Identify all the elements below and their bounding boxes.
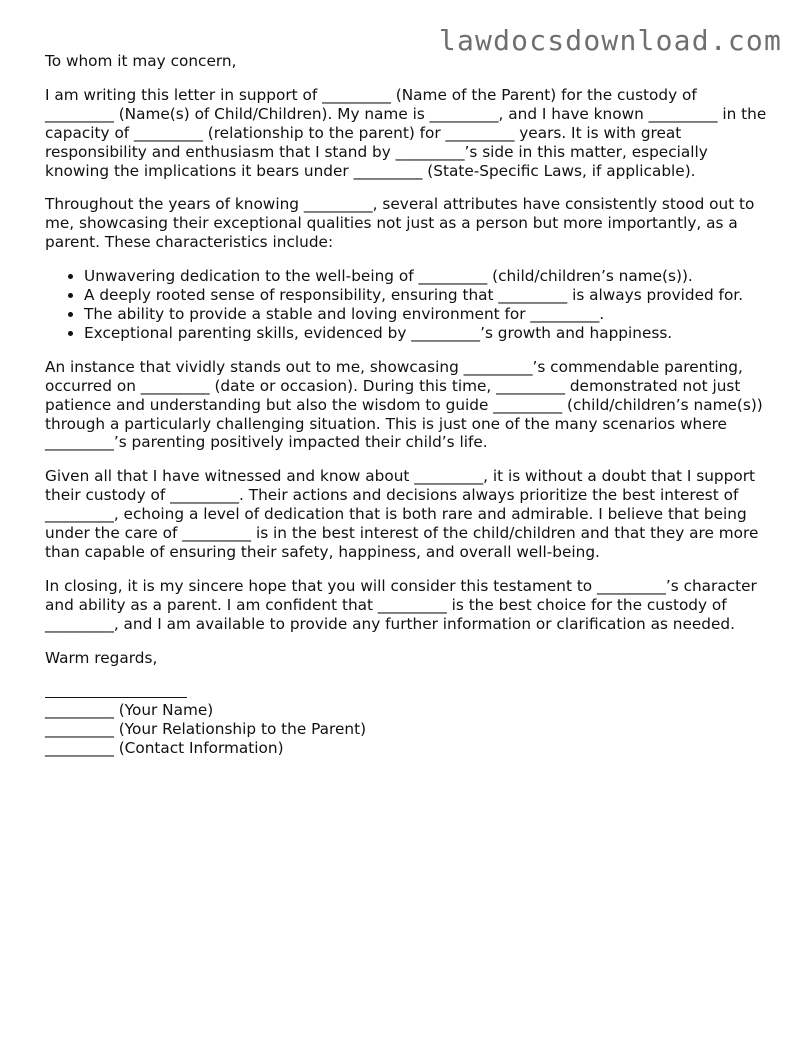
signature-block — [45, 682, 769, 758]
list-item: • Unwavering dedication to the well-being of _________ (child/children’s name(s)). — [84, 267, 769, 286]
paragraph-attributes-intro: Throughout the years of knowing _________, several attributes have consistently stood out to me, showcasing their exceptional qualities not just as a person but more importantly, as a parent. These characteristics include: — [45, 195, 755, 252]
list-item: • A deeply rooted sense of responsibility, ensuring that _________ is always provided for. — [84, 286, 769, 305]
signature-name-line: _________ (Your Name) — [45, 701, 214, 720]
letter-body — [45, 52, 769, 758]
closing-phrase: Warm regards, — [45, 648, 158, 667]
paragraph-support: Given all that I have witnessed and know about _________, it is without a doubt that I support their custody of _________. Their actions and decisions always prioritize the best interest of _________, echoing a level of dedication that is both rare and admirable. I believe that being under the care of _________ is in the best interest of the child/children and that they are more than capable of ensuring their safety, happiness, and overall well-being. — [45, 467, 759, 561]
list-item: • Exceptional parenting skills, evidenced by _________’s growth and happiness. — [84, 324, 769, 343]
attributes-list — [45, 267, 769, 343]
list-item: • The ability to provide a stable and loving environment for _________. — [84, 305, 769, 324]
paragraph-instance: An instance that vividly stands out to me, showcasing _________’s commendable parenting, occurred on _________ (date or occasion). During this time, _________ demonstrated not just patience and understanding but also the wisdom to guide _________ (child/children’s name(s)) through a particularly challenging situation. This is just one of the many scenarios where _________’s parenting positively impacted their child’s life. — [45, 357, 763, 452]
greeting: To whom it may concern, — [45, 52, 237, 70]
signature-contact-line: _________ (Contact Information) — [45, 739, 284, 758]
signature-relationship-line: _________ (Your Relationship to the Parent) — [45, 720, 367, 739]
paragraph-closing: In closing, it is my sincere hope that you will consider this testament to _________’s character and ability as a parent. I am confident that _________ is the best choice for the custody of _________, and I am available to provide any further information or clarification as needed. — [45, 576, 757, 633]
paragraph-introduction: I am writing this letter in support of _________ (Name of the Parent) for the custody of _________ (Name(s) of Child/Children). My name is _________, and I have known _________ in the capacity of _________ (relationship to the parent) for _________ years. It is with great responsibility and enthusiasm that I stand by _________’s side in this matter, especially knowing the implications it bears under _________ (State-Specific Laws, if applicable). — [45, 85, 767, 180]
signature-rule — [45, 682, 769, 701]
watermark: lawdocsdownload.com — [438, 24, 782, 57]
